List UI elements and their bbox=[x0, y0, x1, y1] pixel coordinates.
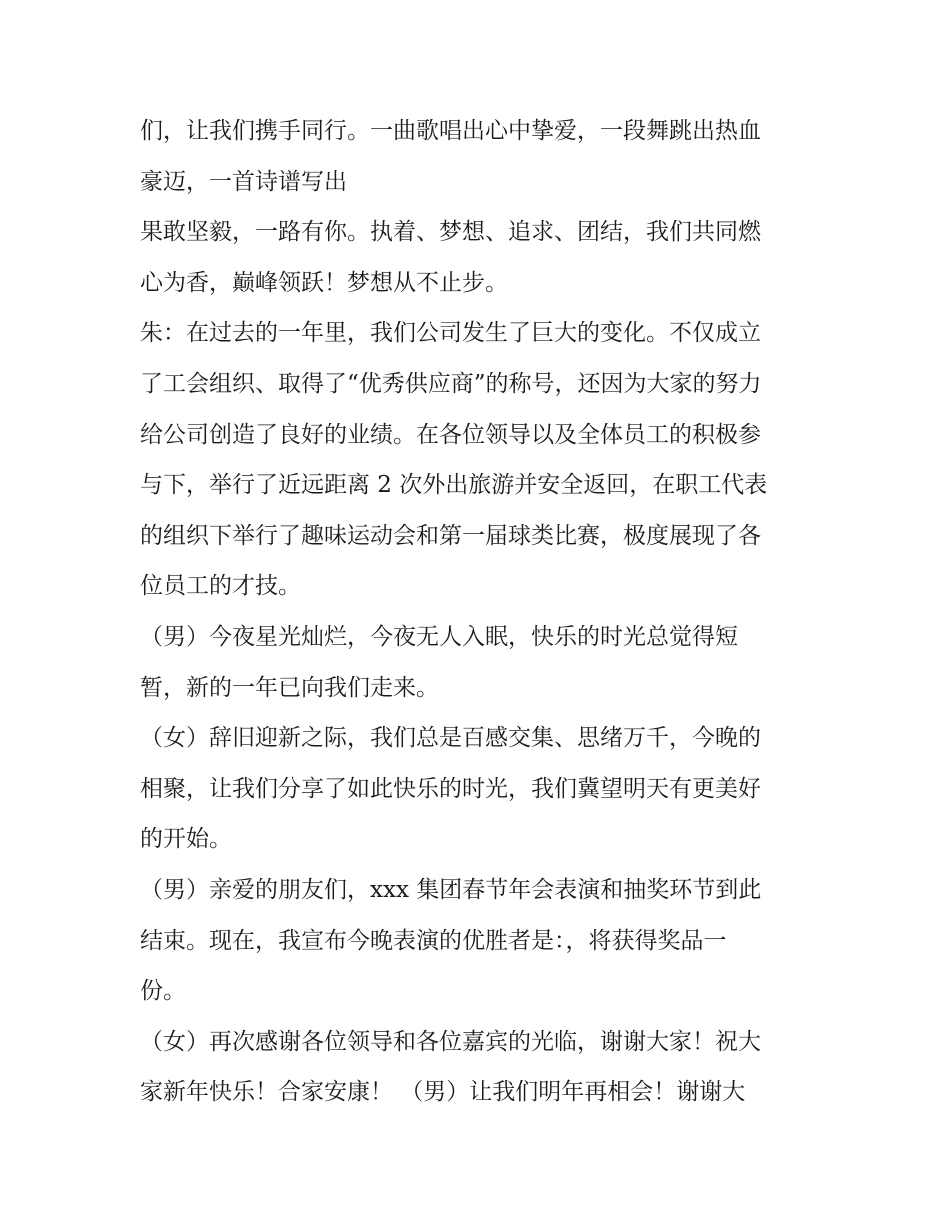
text-line: 朱：在过去的一年里，我们公司发生了巨大的变化。不仅成立 bbox=[140, 320, 761, 347]
body-text bbox=[140, 106, 820, 1118]
text-line: 位员工的才技。 bbox=[140, 573, 301, 600]
text-line: 了工会组织、取得了“优秀供应商”的称号，还因为大家的努力 bbox=[140, 370, 762, 397]
paragraph-zhu-review bbox=[140, 308, 820, 612]
paragraph-male-host-2 bbox=[140, 865, 820, 1017]
paragraph-opening-verse bbox=[140, 106, 820, 207]
text-line: （女）再次感谢各位领导和各位嘉宾的光临，谢谢大家！祝大 bbox=[140, 1028, 761, 1055]
text-line: 心为香，巅峰领跃！梦想从不止步。 bbox=[140, 269, 508, 296]
text-line: 暂，新的一年已向我们走来。 bbox=[140, 674, 439, 701]
text-line: 家新年快乐！合家安康！ （男）让我们明年再相会！谢谢大 bbox=[140, 1079, 746, 1106]
paragraph-male-host-1 bbox=[140, 612, 820, 713]
text-line: 份。 bbox=[140, 978, 186, 1005]
text-line: 结束。现在，我宣布今晚表演的优胜者是：，将获得奖品一 bbox=[140, 927, 727, 954]
text-line: 的开始。 bbox=[140, 826, 232, 853]
text-line: 的组织下举行了趣味运动会和第一届球类比赛，极度展现了各 bbox=[140, 522, 761, 549]
paragraph-female-host-1 bbox=[140, 713, 820, 865]
text-line: 给公司创造了良好的业绩。在各位领导以及全体员工的积极参 bbox=[140, 421, 761, 448]
text-line: 与下，举行了近远距离 2 次外出旅游并安全返回，在职工代表 bbox=[140, 472, 768, 499]
text-line: （男）亲爱的朋友们，xxx 集团春节年会表演和抽奖环节到此 bbox=[140, 876, 762, 903]
text-line: 豪迈，一首诗谱写出 bbox=[140, 168, 347, 195]
text-line: （女）辞旧迎新之际，我们总是百感交集、思绪万千，今晚的 bbox=[140, 725, 761, 752]
text-line: 果敢坚毅，一路有你。执着、梦想、追求、团结，我们共同燃 bbox=[140, 219, 761, 246]
paragraph-closing bbox=[140, 1017, 820, 1118]
paragraph-verse-continued bbox=[140, 207, 820, 308]
text-line: （男）今夜星光灿烂，今夜无人入眠，快乐的时光总觉得短 bbox=[140, 623, 738, 650]
text-line: 们，让我们携手同行。一曲歌唱出心中挚爱，一段舞跳出热血 bbox=[140, 118, 761, 144]
text-line: 相聚，让我们分享了如此快乐的时光，我们冀望明天有更美好 bbox=[140, 775, 761, 802]
